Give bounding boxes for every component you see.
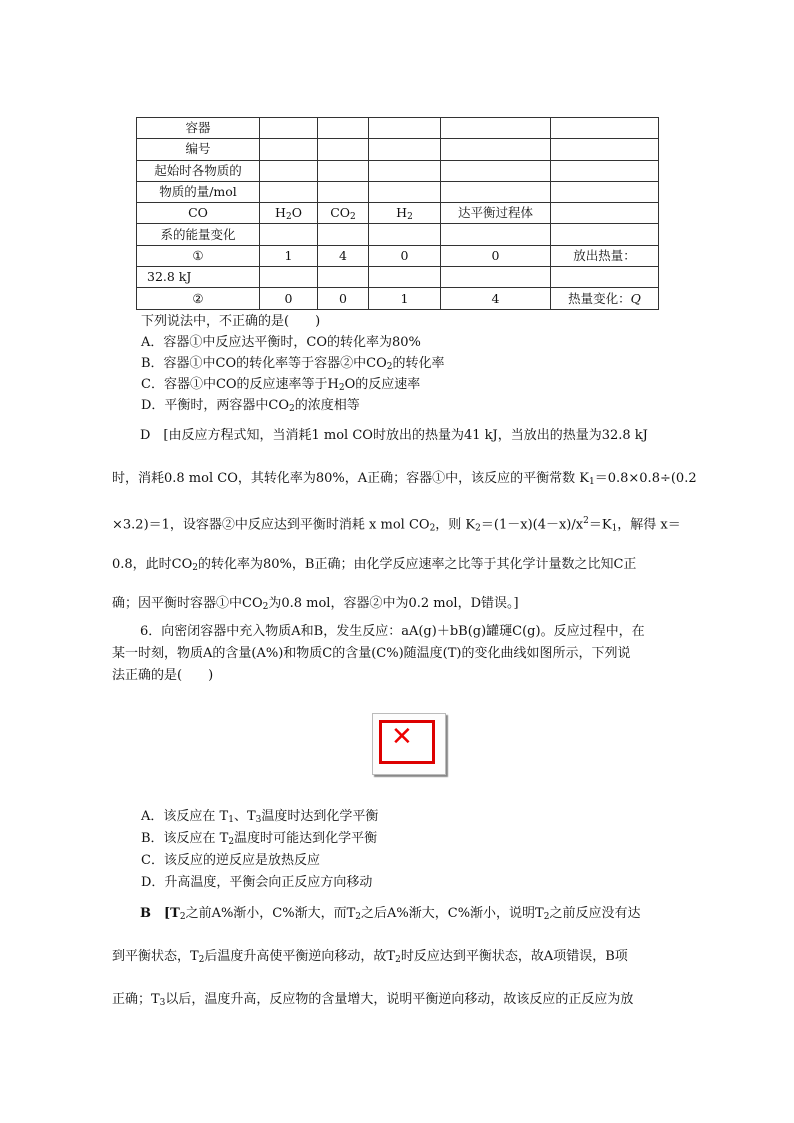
table-cell bbox=[551, 288, 659, 309]
subscript: 2 bbox=[475, 523, 481, 534]
table-cell: 放出热量： bbox=[551, 245, 659, 266]
option-text: B．容器①中CO的转化率等于容器②中CO bbox=[141, 356, 387, 371]
question-line: 法正确的是( ) bbox=[112, 668, 214, 683]
table-cell bbox=[441, 139, 551, 160]
answer-text: ，则 K bbox=[435, 517, 476, 533]
option-a: A．容器①中反应达平衡时，CO的转化率为80% bbox=[141, 335, 421, 350]
answer-line bbox=[112, 992, 633, 1007]
answer-text: B [T bbox=[140, 906, 180, 921]
table-cell bbox=[260, 224, 318, 245]
table-row bbox=[137, 160, 659, 181]
subscript: 2 bbox=[179, 912, 186, 922]
table-cell bbox=[551, 118, 659, 139]
table-cell bbox=[441, 181, 551, 202]
table-cell bbox=[318, 160, 369, 181]
table-cell bbox=[551, 267, 659, 288]
table-cell bbox=[318, 203, 369, 224]
option-d bbox=[141, 395, 701, 416]
table-cell: 1 bbox=[369, 288, 441, 309]
table-cell: 物质的量/mol bbox=[137, 181, 260, 202]
answer-text: 之前A%渐小，C%渐大，而T bbox=[185, 906, 356, 921]
question-6-options bbox=[141, 806, 378, 894]
table-cell: 32.8 kJ bbox=[137, 267, 260, 288]
answer-text: 0.8，此时CO bbox=[112, 557, 193, 572]
option-text: A．该反应在 T bbox=[141, 809, 229, 824]
table-cell bbox=[551, 203, 659, 224]
table-cell: 0 bbox=[441, 245, 551, 266]
question-stem: 下列说法中，不正确的是( ) bbox=[141, 314, 321, 329]
subscript: 2 bbox=[395, 955, 401, 965]
option-text: 的浓度相等 bbox=[294, 398, 360, 413]
table-cell: 0 bbox=[318, 288, 369, 309]
table-cell: 起始时各物质的 bbox=[137, 160, 260, 181]
answer-line bbox=[112, 949, 628, 964]
answer-line bbox=[112, 471, 697, 486]
table-cell bbox=[369, 118, 441, 139]
table-row bbox=[137, 288, 659, 309]
table-cell: 4 bbox=[318, 245, 369, 266]
table-cell bbox=[318, 139, 369, 160]
formula-text: CO bbox=[330, 205, 351, 221]
table-row bbox=[137, 118, 659, 139]
answer-line bbox=[112, 596, 519, 611]
option-text: C．容器①中CO的反应速率等于H bbox=[141, 377, 339, 392]
answer-line bbox=[140, 906, 640, 921]
superscript: 2 bbox=[583, 516, 589, 526]
option-text: O的反应速率 bbox=[344, 377, 421, 392]
table-cell: ① bbox=[137, 245, 260, 266]
table-cell bbox=[318, 118, 369, 139]
table-cell: 容器 bbox=[137, 118, 260, 139]
subscript: 2 bbox=[262, 602, 269, 612]
answer-text: ，解得 x＝ bbox=[617, 517, 681, 533]
answer-text: ＝(1－x)(4－x)/x bbox=[480, 517, 584, 533]
question-line: 6．向密闭容器中充入物质A和B，发生反应：aA(g)＋bB(g)罐璭C(g)。反应过程中，在 bbox=[140, 624, 645, 639]
table-cell bbox=[551, 224, 659, 245]
table-cell bbox=[318, 267, 369, 288]
table-cell bbox=[551, 160, 659, 181]
table-cell bbox=[260, 267, 318, 288]
subscript: 2 bbox=[198, 955, 205, 965]
table-row bbox=[137, 245, 659, 266]
table-cell: 1 bbox=[260, 245, 318, 266]
table-cell bbox=[369, 267, 441, 288]
question-6 bbox=[112, 621, 682, 687]
table-cell bbox=[260, 160, 318, 181]
option-text: 温度时可能达到化学平衡 bbox=[234, 831, 378, 846]
table-cell bbox=[441, 224, 551, 245]
table-cell bbox=[260, 118, 318, 139]
table-cell: ② bbox=[137, 288, 260, 309]
table-row bbox=[137, 181, 659, 202]
answer-line: D [由反应方程式知，当消耗1 mol CO时放出的热量为41 kJ，当放出的热量为32.8 kJ bbox=[140, 428, 648, 443]
answer-text: 之后A%渐大，C%渐小，说明T bbox=[361, 906, 544, 921]
answer-text: 确；因平衡时容器①中CO bbox=[112, 596, 263, 611]
table-cell bbox=[369, 224, 441, 245]
answer-line bbox=[112, 514, 681, 534]
answer-text: 正确；T bbox=[112, 992, 160, 1007]
option-text: 、T bbox=[233, 809, 256, 824]
formula-text: O bbox=[291, 205, 302, 221]
question-5-options bbox=[141, 311, 701, 416]
answer-text: 时反应达到平衡状态，故A项错误，B项 bbox=[400, 949, 628, 964]
answer-text: ×3.2)＝1，设容器②中反应达到平衡时消耗 x mol CO bbox=[112, 517, 430, 533]
table-cell bbox=[318, 224, 369, 245]
answer-text: 之前反应没有达 bbox=[549, 906, 641, 921]
table-cell bbox=[260, 181, 318, 202]
table-cell bbox=[260, 203, 318, 224]
answer-text: 时，消耗0.8 mol CO，其转化率为80%，A正确；容器①中，该反应的平衡常数 K bbox=[112, 471, 589, 486]
option-d: D．升高温度，平衡会向正反应方向移动 bbox=[141, 875, 373, 890]
answer-text: ＝0.8×0.8÷(0.2 bbox=[594, 471, 697, 486]
option-text: B．该反应在 T bbox=[141, 831, 229, 846]
option-a bbox=[141, 806, 378, 828]
variable-q: Q bbox=[630, 290, 641, 306]
answer-text: ＝K bbox=[588, 517, 612, 533]
table-cell: CO bbox=[137, 203, 260, 224]
table-row bbox=[137, 203, 659, 224]
table-cell bbox=[369, 160, 441, 181]
table-cell bbox=[441, 267, 551, 288]
table-cell bbox=[441, 160, 551, 181]
subscript: 2 bbox=[429, 523, 436, 534]
answer-text: 后温度升高使平衡逆向移动，故T bbox=[204, 949, 396, 964]
table-cell bbox=[318, 181, 369, 202]
option-c: C．该反应的逆反应是放热反应 bbox=[141, 853, 320, 868]
subscript: 2 bbox=[228, 837, 235, 847]
answer-text: 为0.8 mol，容器②中为0.2 mol，D错误。] bbox=[268, 596, 519, 611]
subscript: 1 bbox=[588, 477, 595, 487]
cell-text: 热量变化： bbox=[568, 290, 631, 306]
answer-text: 到平衡状态，T bbox=[112, 949, 199, 964]
broken-image-icon bbox=[372, 713, 446, 775]
table-cell: 编号 bbox=[137, 139, 260, 160]
option-text: 温度时达到化学平衡 bbox=[261, 809, 379, 824]
option-text: 的转化率 bbox=[392, 356, 445, 371]
table-cell: 达平衡过程体 bbox=[441, 203, 551, 224]
table-row bbox=[137, 224, 659, 245]
subscript: 2 bbox=[407, 212, 413, 223]
subscript: 2 bbox=[350, 212, 356, 223]
option-b bbox=[141, 353, 701, 374]
subscript: 2 bbox=[285, 212, 292, 223]
table-row bbox=[137, 139, 659, 160]
subscript: 3 bbox=[159, 998, 166, 1008]
answer-text: 以后，温度升高，反应物的含量增大，说明平衡逆向移动，故该反应的正反应为放 bbox=[165, 992, 634, 1007]
red-x-icon: ✕ bbox=[391, 722, 413, 752]
subscript: 2 bbox=[192, 563, 199, 573]
table-cell: 0 bbox=[260, 288, 318, 309]
answer-line bbox=[112, 557, 636, 572]
subscript: 2 bbox=[543, 912, 550, 922]
table-cell bbox=[369, 181, 441, 202]
subscript: 2 bbox=[386, 362, 393, 372]
option-c bbox=[141, 374, 701, 395]
table-cell bbox=[260, 139, 318, 160]
table-cell: 4 bbox=[441, 288, 551, 309]
table-row bbox=[137, 267, 659, 288]
question-line: 某一时刻，物质A的含量(A%)和物质C的含量(C%)随温度(T)的变化曲线如图所示，下列说 bbox=[112, 646, 631, 661]
table-cell: 0 bbox=[369, 245, 441, 266]
subscript: 1 bbox=[228, 815, 234, 825]
formula-text: H bbox=[396, 205, 408, 221]
reaction-data-table bbox=[136, 117, 659, 310]
option-b bbox=[141, 828, 378, 850]
subscript: 2 bbox=[355, 912, 362, 922]
subscript: 2 bbox=[338, 383, 345, 393]
answer-5 bbox=[112, 428, 697, 612]
option-text: D．平衡时，两容器中CO bbox=[141, 398, 290, 413]
subscript: 2 bbox=[289, 404, 295, 414]
subscript: 3 bbox=[255, 815, 262, 825]
answer-text: 的转化率为80%，B正确；由化学反应速率之比等于其化学计量数之比知C正 bbox=[198, 557, 637, 572]
table-cell bbox=[369, 139, 441, 160]
table-cell bbox=[551, 139, 659, 160]
subscript: 1 bbox=[611, 523, 618, 534]
table-cell bbox=[441, 118, 551, 139]
formula-text: H bbox=[275, 205, 286, 221]
answer-6 bbox=[112, 906, 682, 1026]
table-cell bbox=[551, 181, 659, 202]
table-cell: 系的能量变化 bbox=[137, 224, 260, 245]
table-cell bbox=[369, 203, 441, 224]
